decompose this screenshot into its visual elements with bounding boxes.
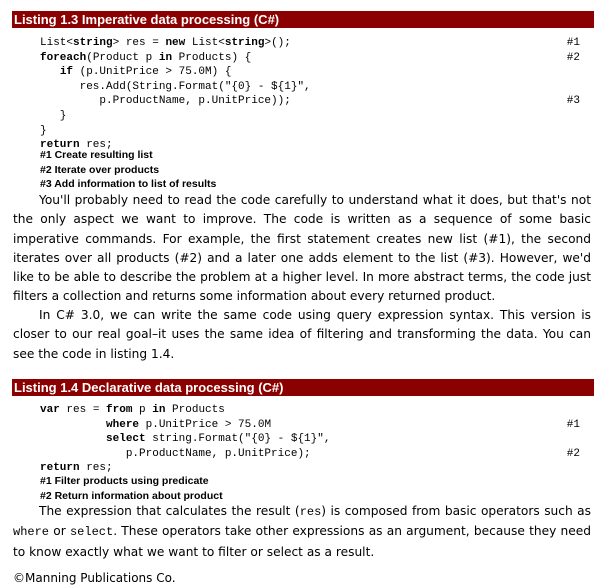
code-line — [40, 51, 580, 66]
code-annotation-number: #2 — [566, 51, 580, 64]
annotation-3: #3 Add information to list of results — [40, 178, 217, 190]
code-res: res — [299, 505, 322, 519]
code-text: return res; — [40, 139, 113, 152]
paragraph-2: In C# 3.0, we can write the same code using query expression syntax. This version is closer to our real goal–it uses the same idea of filtering and transforming the data. You can see the code in listing 1.4. — [13, 308, 591, 361]
code-line — [40, 80, 580, 95]
code-line — [40, 447, 580, 462]
annotation-2: #2 Return information about product — [40, 489, 223, 502]
copyright-footer: ©Manning Publications Co. — [13, 571, 176, 585]
code-text: p.ProductName, p.UnitPrice)); — [40, 95, 291, 108]
paragraph-3-text-c: or — [49, 524, 70, 539]
code-annotation-number: #3 — [566, 95, 580, 108]
listing-1-3-code — [40, 36, 580, 153]
code-line — [40, 109, 580, 124]
annotation-1: #1 Filter products using predicate — [40, 475, 209, 487]
code-text: var res = from p in Products — [40, 404, 225, 416]
code-text: List<string> res = new List<string>(); — [40, 37, 291, 49]
code-text: res.Add(String.Format("{0} - ${1}", — [40, 80, 311, 93]
code-text: } — [40, 124, 47, 137]
code-line — [40, 94, 580, 109]
listing-1-3-title: Listing 1.3 Imperative data processing (C#) — [12, 11, 594, 28]
code-text: select string.Format("{0} - ${1}", — [106, 433, 331, 446]
paragraph-1: You'll probably need to read the code carefully to understand what it does, but that's not the only aspect we want to improve. The code is written as a sequence of some basic imperative commands. For example, the first statement creates new list (#1), the second iterates over all products (#2) and a later one adds element to the list (#3). However, we'd like to be able to describe the problem at a higher level. In more abstract terms, the code just filters a collection and returns some information about every returned product. — [13, 193, 591, 304]
listing-1-4-title: Listing 1.4 Declarative data processing (C#) — [12, 379, 594, 396]
code-line — [40, 124, 580, 139]
code-select: select — [69, 525, 114, 540]
annotation-1: #1 Create resulting list — [40, 149, 153, 161]
listing-1-4-code — [40, 403, 580, 476]
code-annotation-number: #1 — [566, 418, 580, 431]
code-text: return res; — [40, 462, 113, 475]
paragraph-3 — [13, 502, 591, 562]
code-line — [40, 65, 580, 80]
code-annotation-number: #1 — [566, 37, 580, 49]
paragraph-3-text-a: The expression that calculates the result ( — [39, 504, 300, 518]
code-line — [40, 418, 580, 433]
code-text: foreach(Product p in Products) { — [40, 51, 252, 64]
code-where: where — [13, 525, 50, 540]
annotation-2: #2 Iterate over products — [40, 163, 160, 176]
code-text: } — [40, 109, 67, 122]
code-text: p.ProductName, p.UnitPrice); — [40, 447, 311, 460]
paragraph-3-text-b: ) is composed from basic operators such as — [321, 504, 591, 518]
code-line — [40, 403, 580, 418]
code-line — [40, 432, 580, 447]
code-text: if (p.UnitPrice > 75.0M) { — [59, 66, 232, 79]
code-text: where p.UnitPrice > 75.0M — [106, 418, 272, 431]
code-line — [40, 36, 580, 51]
code-annotation-number: #2 — [566, 447, 580, 460]
paragraph-3-text-d: . These operators take other expressions as an argument, because they need to know exactly what we want to filter or select as a result. — [13, 524, 592, 559]
